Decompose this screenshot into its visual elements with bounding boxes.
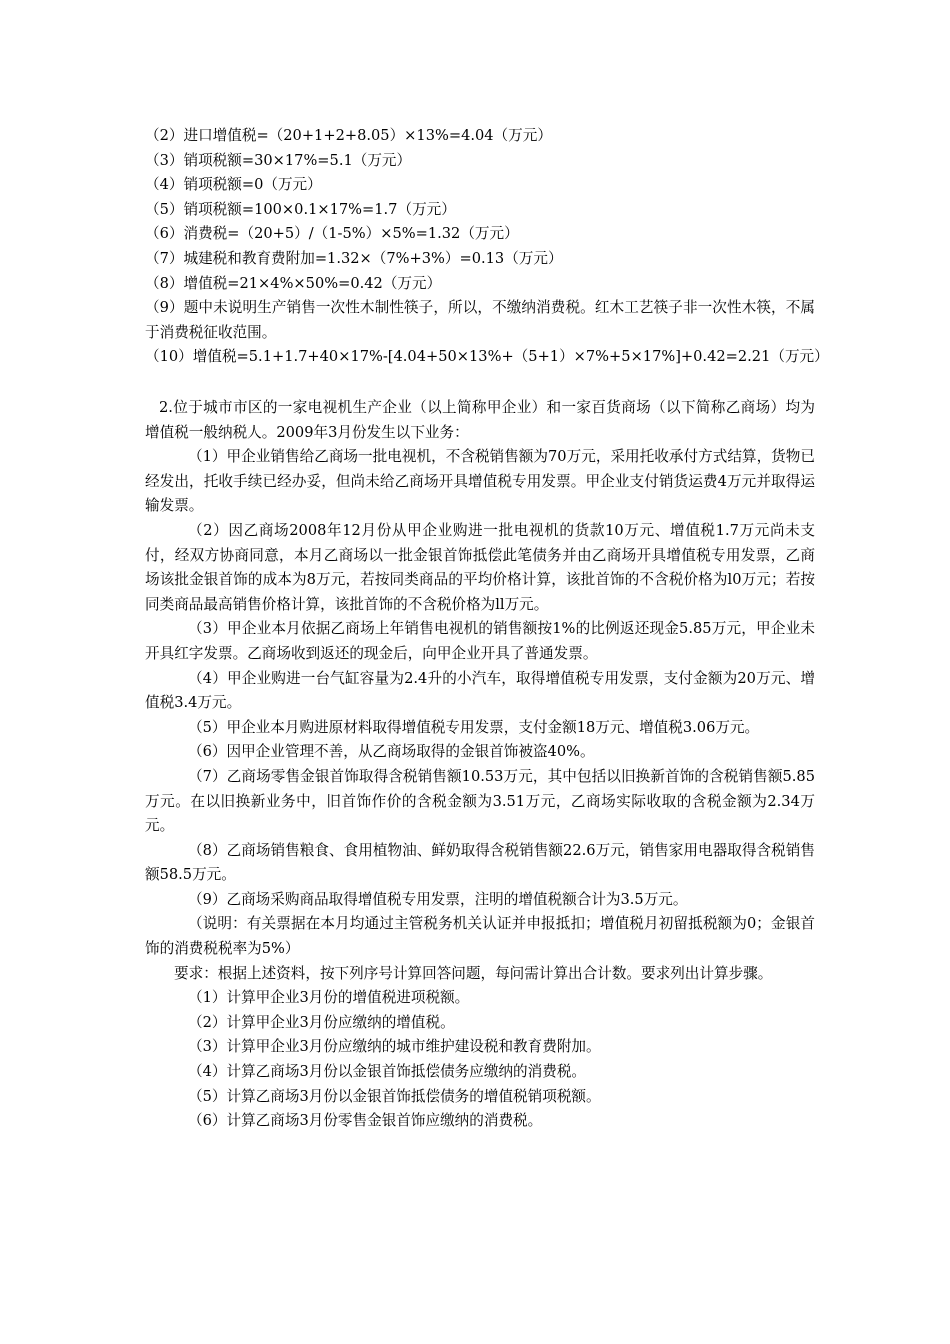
business-item: （3）甲企业本月依据乙商场上年销售电视机的销售额按1%的比例返还现金5.85万元，甲企业未开具红字发票。乙商场收到返还的现金后，向甲企业开具了普通发票。 [145,620,815,662]
sub-question: （4）计算乙商场3月份以金银首饰抵偿债务应缴纳的消费税。 [188,1063,587,1081]
sub-question: （3）计算甲企业3月份应缴纳的城市维护建设税和教育费附加。 [188,1038,601,1056]
sub-question: （1）计算甲企业3月份的增值税进项税额。 [188,989,470,1007]
answer-line: （10）增值税=5.1+1.7+40×17%-[4.04+50×13%+（5+1）×7%+5×17%]+0.42=2.21（万元） [145,348,829,366]
explanation-note: （说明：有关票据在本月均通过主管税务机关认证并申报抵扣；增值税月初留抵税额为0；金银首饰的消费税税率为5%） [145,915,815,958]
sub-question: （2）计算甲企业3月份应缴纳的增值税。 [188,1013,455,1031]
question-intro: 2.位于城市市区的一家电视机生产企业（以上简称甲企业）和一家百货商场（以下简称乙商场）均为增值税一般纳税人。2009年3月份发生以下业务： [145,399,815,441]
answer-line: （2）进口增值税=（20+1+2+8.05）×13%=4.04（万元） [145,127,552,144]
sub-question: （5）计算乙商场3月份以金银首饰抵偿债务的增值税销项税额。 [188,1087,601,1105]
business-item: （6）因甲企业管理不善，从乙商场取得的金银首饰被盗40%。 [188,743,595,761]
answer-line: （8）增值税=21×4%×50%=0.42（万元） [145,274,442,292]
question-section [145,396,815,1134]
business-item: （9）乙商场采购商品取得增值税专用发票，注明的增值税额合计为3.5万元。 [188,890,688,908]
answer-paragraph: （9）题中未说明生产销售一次性木制性筷子，所以，不缴纳消费税。红木工艺筷子非一次性木筷，不属于消费税征收范围。 [145,299,815,341]
business-item: （7）乙商场零售金银首饰取得含税销售额10.53万元，其中包括以旧换新首饰的含税销售额5.85万元。在以旧换新业务中，旧首饰作价的含税金额为3.51万元，乙商场实际收取的含税金额为2.34万元。 [145,767,815,835]
answer-line: （4）销项税额=0（万元） [145,176,322,194]
answer-line: （7）城建税和教育费附加=1.32×（7%+3%）=0.13（万元） [145,249,563,267]
requirement-text: 要求：根据上述资料，按下列序号计算回答问题，每问需计算出合计数。要求列出计算步骤。 [174,964,773,982]
answer-line: （6）消费税=（20+5）/（1-5%）×5%=1.32（万元） [145,225,519,243]
business-item: （1）甲企业销售给乙商场一批电视机，不含税销售额为70万元，采用托收承付方式结算，货物已经发出，托收手续已经办妥，但尚未给乙商场开具增值税专用发票。甲企业支付销货运费4万元并取得运输发票。 [145,448,815,515]
answer-line: （5）销项税额=100×0.1×17%=1.7（万元） [145,200,456,218]
answer-section [145,124,829,370]
business-item: （4）甲企业购进一台气缸容量为2.4升的小汽车，取得增值税专用发票，支付金额为20万元、增值税3.4万元。 [145,669,815,712]
business-item: （5）甲企业本月购进原材料取得增值税专用发票，支付金额18万元、增值税3.06万元。 [188,718,760,736]
business-item: （8）乙商场销售粮食、食用植物油、鲜奶取得含税销售额22.6万元，销售家用电器取得含税销售额58.5万元。 [145,841,815,884]
business-item: （2）因乙商场2008年12月份从甲企业购进一批电视机的货款10万元、增值税1.7万元尚未支付，经双方协商同意，本月乙商场以一批金银首饰抵偿此笔债务并由乙商场开具增值税专用发票，乙商场该批金银首饰的成本为8万元，若按同类商品的平均价格计算，该批首饰的不含税价格为l0万元；若按同类商品最高销售价格计算，该批首饰的不含税价格为ll万元。 [145,521,815,613]
answer-line: （3）销项税额=30×17%=5.1（万元） [145,151,412,169]
sub-question: （6）计算乙商场3月份零售金银首饰应缴纳的消费税。 [188,1112,543,1130]
